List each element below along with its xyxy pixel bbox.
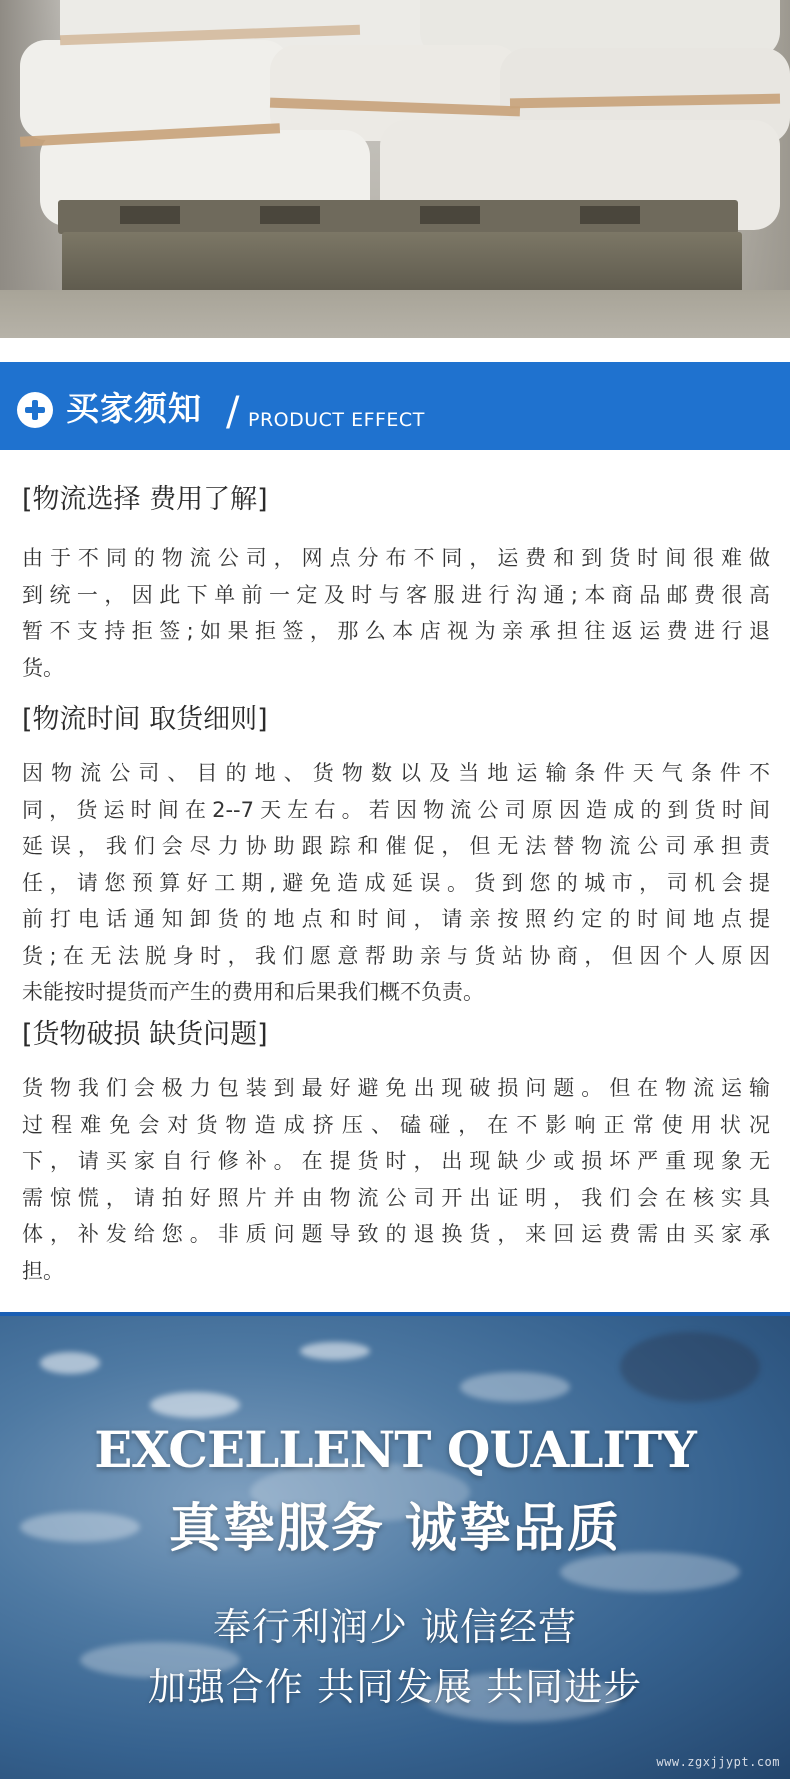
section-heading-damage: [货物破损 缺货问题] bbox=[22, 1019, 268, 1050]
section-heading-logistics-time: [物流时间 取货细则] bbox=[22, 704, 268, 735]
text-line: 暂不支持拒签;如果拒签，那么本店视为亲承担往返运费进行退 bbox=[22, 619, 770, 643]
text-line: 过程难免会对货物造成挤压、磕碰，在不影响正常使用状况 bbox=[22, 1112, 770, 1137]
section-heading-logistics-choice: [物流选择 费用了解] bbox=[22, 484, 268, 515]
text-line: 同，货运时间在2--7天左右。若因物流公司原因造成的到货时间 bbox=[22, 797, 770, 822]
banner-top-border bbox=[0, 1312, 790, 1316]
text-line: 担。 bbox=[22, 1258, 64, 1283]
text-line: 未能按时提货而产生的费用和后果我们概不负责。 bbox=[22, 980, 484, 1004]
wooden-pallet bbox=[62, 232, 742, 294]
watermark-text: www.zgxjjypt.com bbox=[656, 1755, 780, 1769]
section-body-logistics-choice bbox=[22, 540, 770, 686]
plus-circle-icon bbox=[17, 392, 53, 428]
text-line: 需惊慌，请拍好照片并由物流公司开出证明，我们会在核实具 bbox=[22, 1185, 770, 1210]
text-line: 货物我们会极力包装到最好避免出现破损问题。但在物流运输 bbox=[22, 1076, 770, 1100]
title-slash: / bbox=[226, 389, 240, 435]
section-body-logistics-time bbox=[22, 755, 770, 1011]
banner-slogan-line-1: 奉行利润少 诚信经营 bbox=[212, 1605, 578, 1649]
text-line: 到统一，因此下单前一定及时与客服进行沟通;本商品邮费很高 bbox=[22, 582, 770, 607]
spacer bbox=[0, 338, 790, 362]
text-line: 任，请您预算好工期,避免造成延误。货到您的城市，司机会提 bbox=[22, 870, 770, 895]
section-subtitle: PRODUCT EFFECT bbox=[248, 409, 425, 431]
text-line: 下，请买家自行修补。在提货时，出现缺少或损坏严重现象无 bbox=[22, 1149, 770, 1173]
text-line: 体，补发给您。非质问题导致的退换货，来回运费需由买家承 bbox=[22, 1222, 770, 1246]
text-line: 由于不同的物流公司，网点分布不同，运费和到货时间很难做 bbox=[22, 546, 770, 570]
product-photo bbox=[0, 0, 790, 338]
text-line: 因物流公司、目的地、货物数以及当地运输条件天气条件不 bbox=[22, 761, 770, 785]
banner-slogan-line-2: 加强合作 共同发展 共同进步 bbox=[147, 1665, 643, 1709]
section-title: 买家须知 bbox=[66, 389, 202, 428]
banner-english-title: EXCELLENT QUALITY bbox=[94, 1420, 696, 1479]
text-line: 货;在无法脱身时，我们愿意帮助亲与货站协商，但因个人原因 bbox=[22, 943, 770, 968]
text-line: 前打电话通知卸货的地点和时间，请亲按照约定的时间地点提 bbox=[22, 907, 770, 931]
text-line: 货。 bbox=[22, 655, 64, 680]
text-line: 延误，我们会尽力协助跟踪和催促，但无法替物流公司承担责 bbox=[22, 834, 770, 858]
section-body-damage bbox=[22, 1070, 770, 1289]
banner-chinese-title: 真挚服务 诚挚品质 bbox=[168, 1499, 622, 1559]
